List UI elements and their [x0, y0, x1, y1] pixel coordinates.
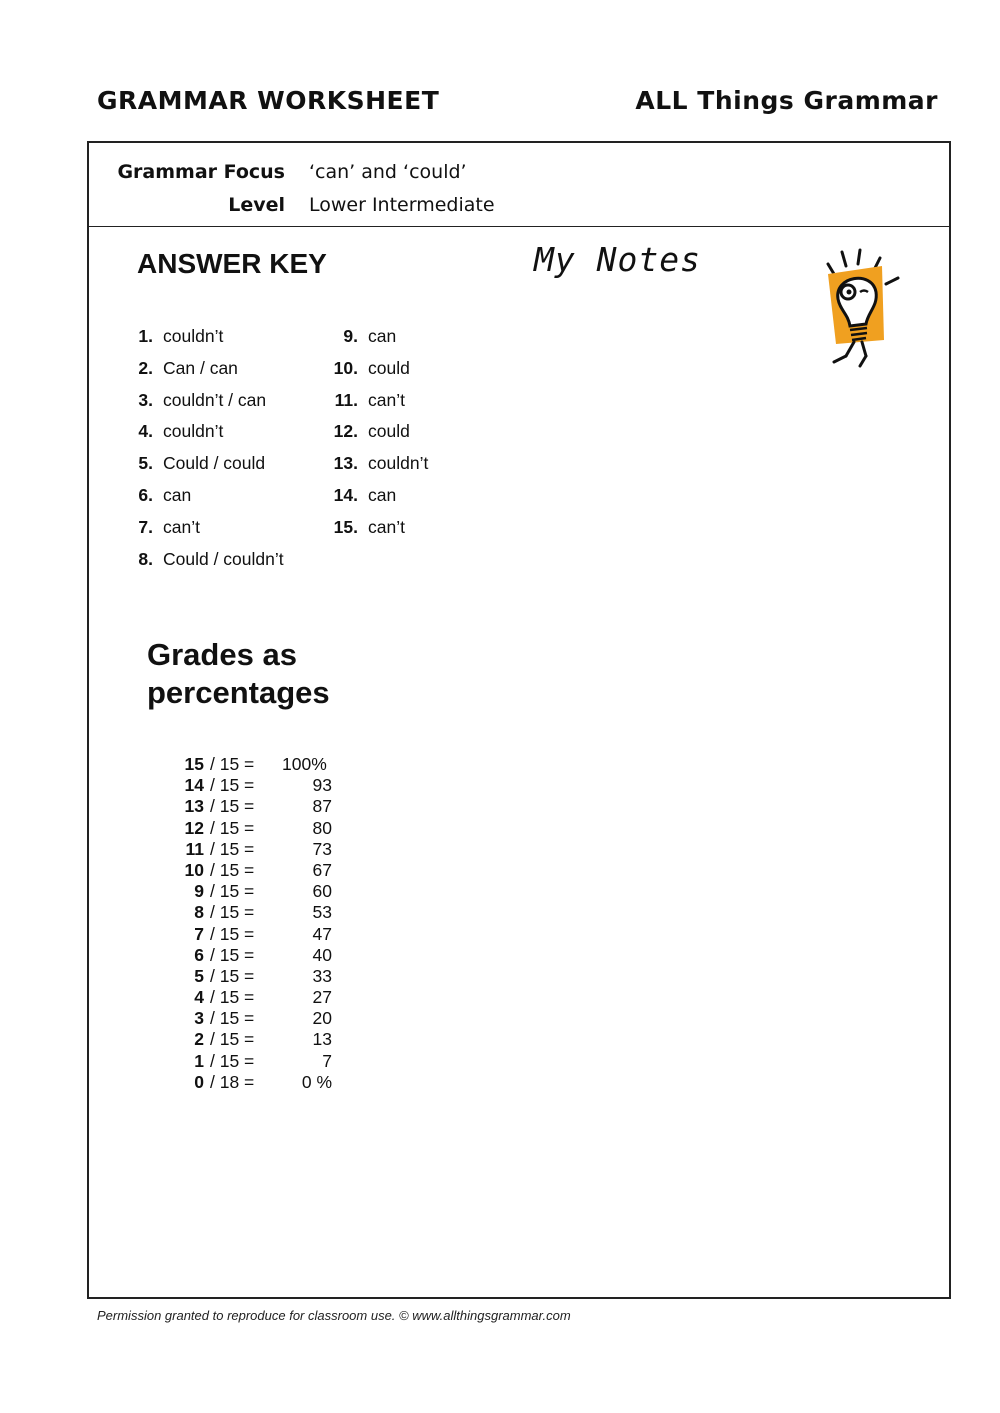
answer-number: 10.: [333, 357, 358, 378]
grade-row: [170, 775, 332, 796]
focus-label: Grammar Focus: [117, 161, 285, 183]
answer-text: can’t: [368, 389, 405, 410]
answer-item: [137, 390, 284, 422]
grade-percentage: 67: [312, 859, 332, 880]
grades-table: [170, 754, 332, 1093]
grade-percentage: 20: [312, 1008, 332, 1029]
my-notes-title: My Notes: [534, 240, 701, 279]
info-box: [89, 143, 949, 227]
footer-permission: Permission granted to reproduce for classroom use. © www.allthingsgrammar.com: [97, 1308, 571, 1323]
answer-number: 8.: [138, 548, 153, 569]
answer-item: [137, 549, 284, 581]
answer-text: could: [368, 421, 410, 442]
answer-text: couldn’t: [368, 453, 429, 474]
grade-denominator: / 15 =: [210, 881, 255, 902]
grade-percentage: 40: [312, 944, 332, 965]
answer-number: 4.: [138, 421, 153, 442]
grade-percentage: 60: [312, 881, 332, 902]
grade-score: 5: [194, 965, 204, 986]
grade-denominator: / 15 =: [210, 1029, 255, 1050]
grade-denominator: / 15 =: [210, 754, 255, 774]
grade-percentage: 73: [312, 838, 332, 859]
grade-denominator: / 15 =: [210, 965, 255, 986]
answer-number: 5.: [138, 453, 153, 474]
grade-score: 1: [194, 1050, 204, 1071]
grade-percentage: 93: [312, 775, 332, 796]
answer-text: can: [163, 484, 192, 505]
grade-score: 7: [194, 923, 204, 944]
answers-column-2: [330, 326, 428, 549]
answer-number: 7.: [138, 516, 153, 537]
answer-item: [137, 453, 284, 485]
grade-score: 2: [194, 1029, 204, 1050]
answer-text: couldn’t: [163, 421, 224, 442]
answer-item: [330, 517, 428, 549]
focus-value: ‘can’ and ‘could’: [309, 161, 467, 183]
answer-text: Could / could: [163, 453, 266, 474]
level-value: Lower Intermediate: [309, 194, 495, 216]
answer-text: couldn’t / can: [163, 389, 267, 410]
answer-item: [137, 358, 284, 390]
grade-score: 8: [194, 902, 204, 923]
grade-row: [170, 818, 332, 839]
answer-number: 14.: [333, 484, 358, 505]
grade-score: 0: [194, 1071, 204, 1092]
grade-row: [170, 987, 332, 1008]
grade-row: [170, 1029, 332, 1050]
grade-row: [170, 924, 332, 945]
answer-item: [330, 421, 428, 453]
grade-percentage: 27: [312, 987, 332, 1008]
level-label: Level: [228, 194, 285, 216]
grade-score: 10: [184, 859, 204, 880]
grade-score: 3: [194, 1008, 204, 1029]
answer-number: 13.: [333, 453, 358, 474]
grade-denominator: / 15 =: [210, 796, 255, 817]
grade-percentage: 100%: [282, 754, 327, 774]
grade-percentage: 53: [312, 902, 332, 923]
grade-row: [170, 945, 332, 966]
grade-denominator: / 15 =: [210, 923, 255, 944]
answer-item: [137, 421, 284, 453]
answer-text: can’t: [163, 516, 200, 537]
grade-score: 12: [184, 817, 204, 838]
answer-text: can’t: [368, 516, 405, 537]
grade-row: [170, 839, 332, 860]
grade-score: 9: [194, 881, 204, 902]
grade-denominator: / 18 =: [210, 1071, 255, 1092]
grade-row: [170, 1072, 332, 1093]
answer-number: 15.: [333, 516, 358, 537]
grade-denominator: / 15 =: [210, 1050, 255, 1071]
answer-number: 9.: [343, 326, 358, 346]
grade-row: [170, 1051, 332, 1072]
grade-percentage: 13: [312, 1029, 332, 1050]
grade-row: [170, 860, 332, 881]
answers-column-1: [137, 326, 284, 580]
answer-number: 2.: [138, 357, 153, 378]
grade-score: 6: [194, 944, 204, 965]
answer-text: Could / couldn’t: [163, 548, 284, 569]
brand-name: ALL Things Grammar: [635, 86, 938, 115]
grade-percentage: 7: [322, 1050, 332, 1071]
answer-text: can: [368, 484, 397, 505]
grade-percentage: 80: [312, 817, 332, 838]
answer-number: 11.: [334, 389, 358, 410]
grade-row: [170, 754, 332, 775]
grade-row: [170, 796, 332, 817]
answer-text: couldn’t: [163, 326, 224, 346]
answer-item: [330, 326, 428, 358]
grade-row: [170, 966, 332, 987]
grade-row: [170, 881, 332, 902]
grade-percentage: 0 %: [301, 1071, 332, 1092]
answer-item: [137, 326, 284, 358]
grade-score: 15: [184, 754, 204, 774]
lightbulb-mascot-icon: [820, 244, 910, 379]
answer-item: [330, 358, 428, 390]
answer-item: [330, 453, 428, 485]
grade-percentage: 47: [312, 923, 332, 944]
grade-denominator: / 15 =: [210, 987, 255, 1008]
answer-key-title: ANSWER KEY: [137, 248, 327, 279]
grade-score: 13: [184, 796, 204, 817]
answer-text: Can / can: [163, 357, 238, 378]
grade-row: [170, 902, 332, 923]
answer-number: 1.: [138, 326, 153, 346]
grade-row: [170, 1008, 332, 1029]
answer-number: 3.: [138, 389, 153, 410]
answer-text: can: [368, 326, 397, 346]
answer-item: [137, 517, 284, 549]
grade-denominator: / 15 =: [210, 902, 255, 923]
grade-score: 14: [184, 775, 204, 796]
answer-item: [137, 485, 284, 517]
grade-denominator: / 15 =: [210, 838, 255, 859]
answer-item: [330, 485, 428, 517]
grade-denominator: / 15 =: [210, 817, 255, 838]
answer-number: 12.: [333, 421, 358, 442]
grade-score: 4: [194, 987, 204, 1008]
grade-percentage: 87: [312, 796, 332, 817]
answer-number: 6.: [138, 484, 153, 505]
grade-denominator: / 15 =: [210, 775, 255, 796]
grade-denominator: / 15 =: [210, 1008, 255, 1029]
grade-denominator: / 15 =: [210, 859, 255, 880]
grade-percentage: 33: [312, 965, 332, 986]
answer-item: [330, 390, 428, 422]
grade-denominator: / 15 =: [210, 944, 255, 965]
answer-text: could: [368, 357, 410, 378]
worksheet-title: GRAMMAR WORKSHEET: [97, 86, 440, 115]
grade-score: 11: [185, 838, 204, 859]
grades-title: Grades as percentages: [147, 637, 330, 710]
